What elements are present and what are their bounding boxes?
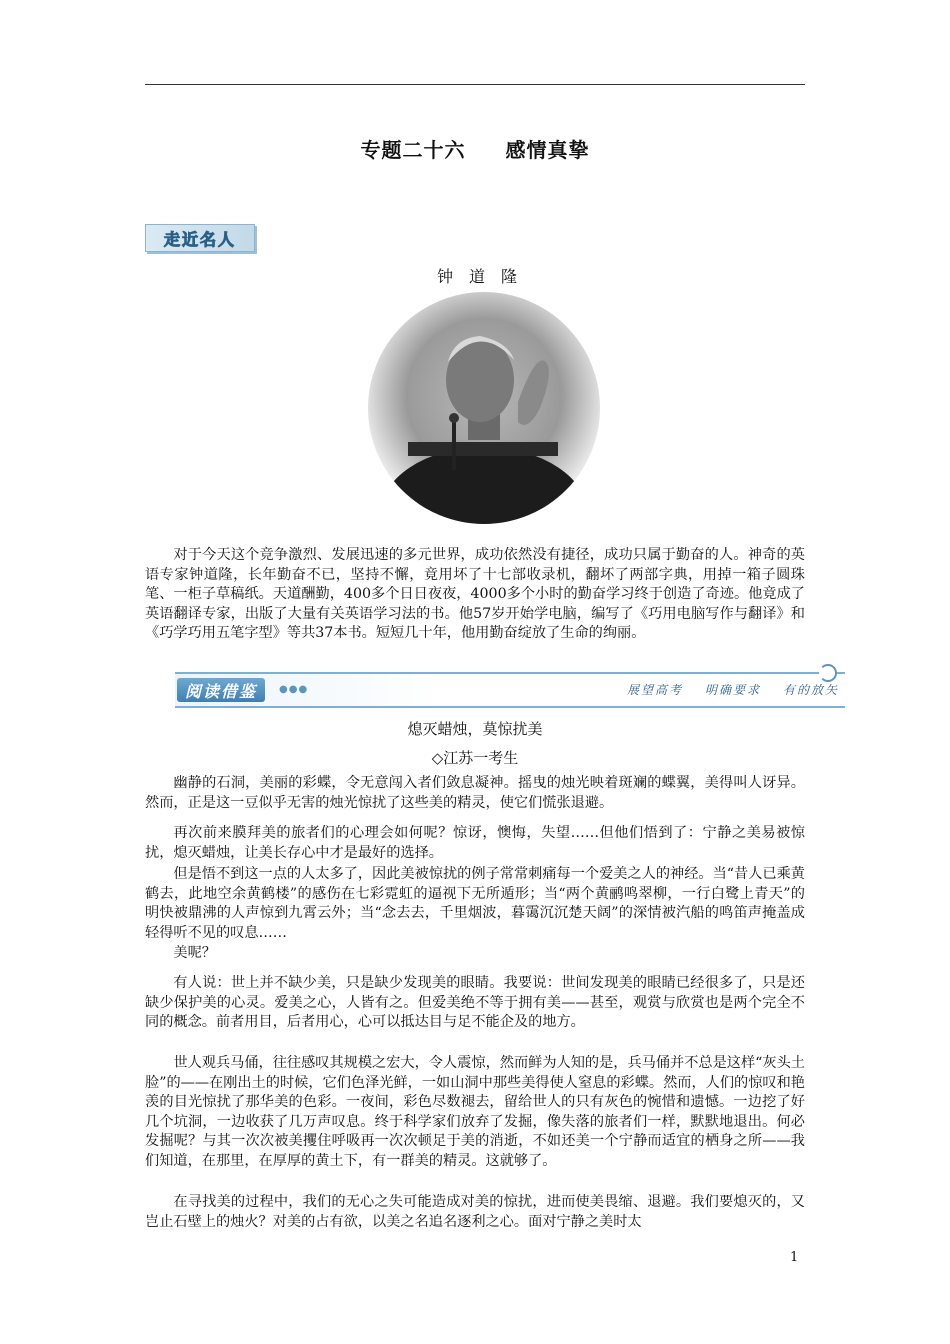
banner-item: 明确要求: [704, 683, 761, 697]
swirl-icon: [819, 664, 837, 682]
header-rule: [145, 84, 805, 85]
intro-paragraph: 对于今天这个竞争激烈、发展迅速的多元世界，成功依然没有捷径，成功只属于勤奋的人。神奇的英语专家钟道隆，长年勤奋不已，坚持不懈，竟用坏了十七部收录机，翻坏了两部字典，用掉一箱子圆珠笔、一柜子草稿纸。天道酬勤，400多个日日夜夜，4000多个小时的勤奋学习终于创造了奇迹。他竟成了英语翻译专家，出版了大量有关英语学习法的书。他57岁开始学电脑，编写了《巧用电脑写作与翻译》和《巧学巧用五笔字型》等共37本书。短短几十年，他用勤奋绽放了生命的绚丽。: [145, 547, 805, 641]
banner-item: 有的放矢: [782, 683, 839, 697]
title-topic-number: 专题二十六: [360, 138, 466, 162]
essay-paragraph: 但是悟不到这一点的人太多了，因此美被惊扰的例子常常刺痛每一个爱美之人的神经。当“昔人已乘黄鹤去，此地空余黄鹤楼”的感伤在七彩霓虹的逼视下无所遁形；当“两个黄鹂鸣翠柳，一行白鹭上青天”的明快被鼎沸的人声惊到九霄云外；当“念去去，千里烟波，暮霭沉沉楚天阔”的深情被汽船的鸣笛声掩盖成轻得听不见的叹息……: [145, 866, 805, 941]
section-badge-celebrity: [145, 224, 255, 252]
banner-item: 展望高考: [626, 683, 683, 697]
essay-title: 熄灭蜡烛，莫惊扰美: [407, 720, 543, 738]
essay-paragraph: 有人说：世上并不缺少美，只是缺少发现美的眼睛。我要说：世间发现美的眼睛已经很多了，只是还缺少保护美的心灵。爱美之心，人皆有之。但爱美绝不等于拥有美——甚至，观赏与欣赏也是两个完全不同的概念。前者用目，后者用心，心可以抵达目与足不能企及的地方。: [145, 975, 805, 1030]
banner-label: 阅读借鉴: [185, 681, 258, 701]
person-name: 钟道隆: [436, 267, 533, 286]
title-topic-name: 感情真挚: [505, 138, 590, 162]
banner-title: [177, 678, 265, 702]
portrait-photo: [368, 292, 600, 524]
page-title: [145, 134, 805, 163]
essay-paragraph: 幽静的石洞，美丽的彩蝶，令无意闯入者们敛息凝神。摇曳的烛光映着斑斓的蝶翼，美得叫人讶异。然而，正是这一豆似乎无害的烛光惊扰了这些美的精灵，使它们慌张退避。: [145, 775, 805, 811]
essay-paragraph: 美呢？: [173, 945, 216, 961]
banner-dots: ●●●: [279, 684, 309, 695]
banner-items: [627, 681, 839, 698]
section-banner-reading: [175, 672, 845, 708]
page-number: 1: [790, 1250, 799, 1265]
essay-paragraph: 世人观兵马俑，往往感叹其规模之宏大，令人震惊，然而鲜为人知的是，兵马俑并不总是这样“灰头土脸”的——在刚出土的时候，它们色泽光鲜，一如山洞中那些美得使人窒息的彩蝶。然而，人们的惊叹和艳羡的目光惊扰了那华美的色彩。一夜间，彩色尽数褪去，留给世人的只有灰色的惋惜和遗憾。一边挖了好几个坑洞，一边收获了几万声叹息。终于科学家们放弃了发掘，像失落的旅者们一样，默默地退出。何必发掘呢？与其一次次被美攫住呼吸再一次次顿足于美的消逝，不如还美一个宁静而适宜的栖身之所——我们知道，在那里，在厚厚的黄土下，有一群美的精灵。这就够了。: [145, 1055, 805, 1169]
portrait-illustration: [368, 292, 600, 524]
essay-author: ◇江苏一考生: [431, 749, 519, 767]
essay-paragraph: 在寻找美的过程中，我们的无心之失可能造成对美的惊扰，进而使美畏缩、退避。我们要熄灭的，又岂止石壁上的烛火？对美的占有欲，以美之名追名逐利之心。面对宁静之美时太: [145, 1194, 805, 1230]
section-badge-label: 走近名人: [163, 229, 236, 249]
essay-paragraph: 再次前来膜拜美的旅者们的心理会如何呢？惊讶，懊悔，失望……但他们悟到了：宁静之美易被惊扰，熄灭蜡烛，让美长存心中才是最好的选择。: [145, 825, 805, 861]
